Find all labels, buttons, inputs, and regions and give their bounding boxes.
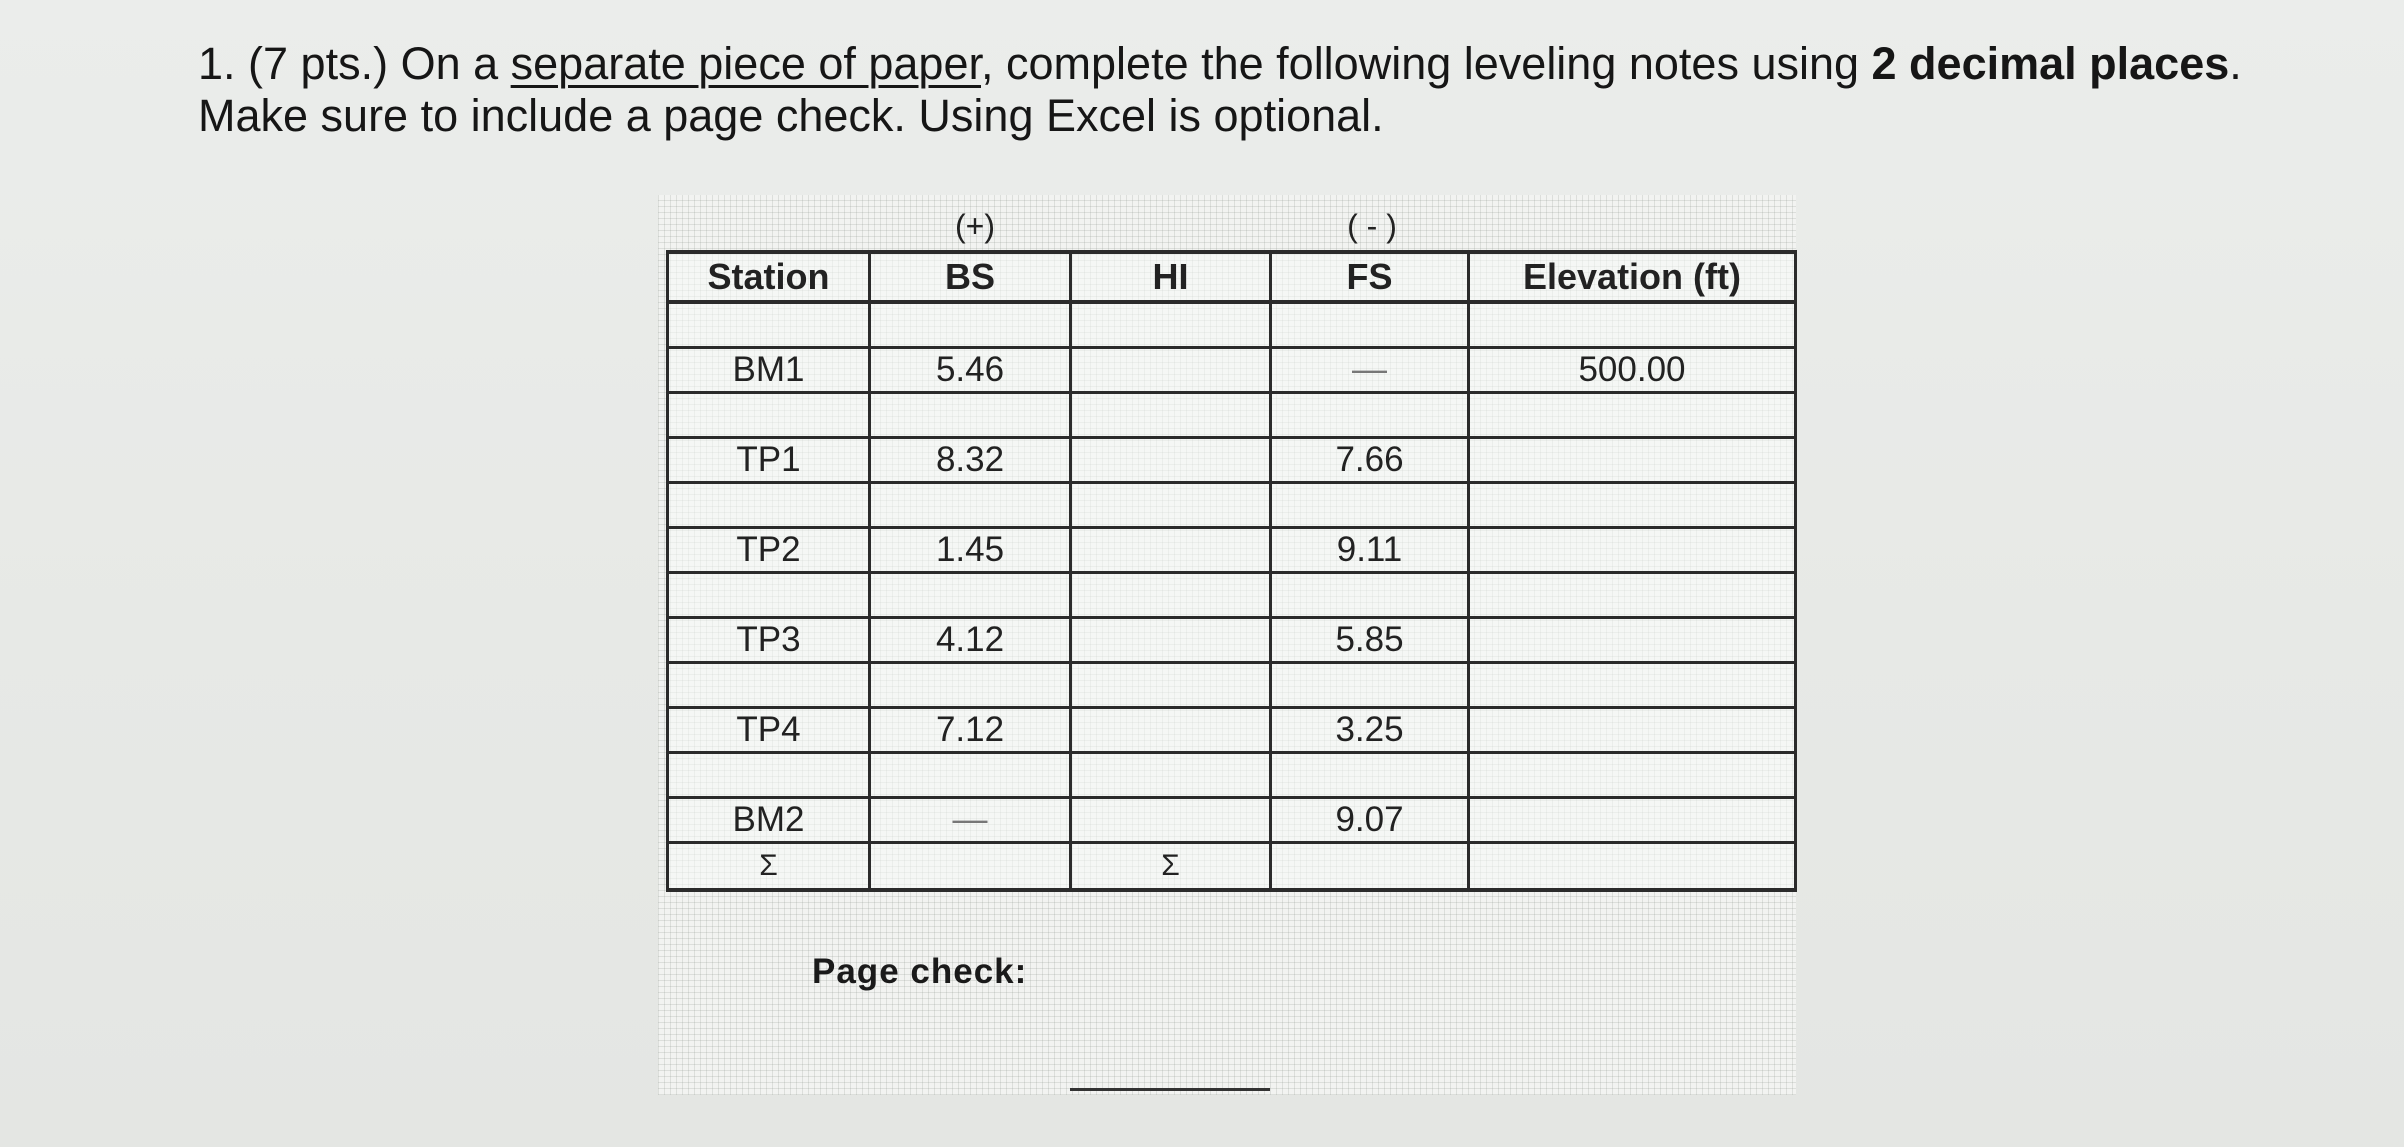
hi-cell bbox=[1071, 708, 1271, 753]
hi-cell bbox=[1071, 438, 1271, 483]
header-row bbox=[668, 252, 1796, 302]
sum-station-symbol: Σ bbox=[668, 843, 870, 891]
spacer-row bbox=[668, 663, 1796, 708]
spacer-row bbox=[668, 753, 1796, 798]
bs-cell: 1.45 bbox=[870, 528, 1071, 573]
problem-end: . Make sure to include a page check. Using Excel is optional. bbox=[198, 38, 2242, 141]
table-row bbox=[668, 708, 1796, 753]
page-check-underline bbox=[1070, 1088, 1270, 1091]
header-fs: FS bbox=[1271, 252, 1469, 302]
fs-cell: 9.07 bbox=[1271, 798, 1469, 843]
elevation-cell bbox=[1469, 528, 1796, 573]
problem-middle: , complete the following leveling notes using bbox=[981, 38, 1872, 89]
table-row bbox=[668, 798, 1796, 843]
fs-cell: 5.85 bbox=[1271, 618, 1469, 663]
sum-hi-symbol: Σ bbox=[1071, 843, 1271, 891]
bs-cell: 5.46 bbox=[870, 348, 1071, 393]
station-cell: TP3 bbox=[668, 618, 870, 663]
sum-row bbox=[668, 843, 1796, 891]
header-station: Station bbox=[668, 252, 870, 302]
table-row bbox=[668, 528, 1796, 573]
problem-bold-text: 2 decimal places bbox=[1871, 38, 2230, 89]
hi-cell bbox=[1071, 348, 1271, 393]
page-check-label: Page check: bbox=[812, 952, 1028, 991]
hi-cell bbox=[1071, 798, 1271, 843]
table-row bbox=[668, 618, 1796, 663]
station-cell: BM2 bbox=[668, 798, 870, 843]
bs-cell: 4.12 bbox=[870, 618, 1071, 663]
elevation-cell bbox=[1469, 438, 1796, 483]
fs-cell: 7.66 bbox=[1271, 438, 1469, 483]
hi-cell bbox=[1071, 618, 1271, 663]
leveling-notes-table bbox=[666, 250, 1797, 892]
plus-sign-label: (+) bbox=[955, 208, 995, 244]
fs-cell: 3.25 bbox=[1271, 708, 1469, 753]
fs-cell: — bbox=[1271, 348, 1469, 393]
hi-cell bbox=[1071, 528, 1271, 573]
sum-elevation-cell bbox=[1469, 843, 1796, 891]
spacer-row bbox=[668, 302, 1796, 348]
sum-fs-cell bbox=[1271, 843, 1469, 891]
bs-cell: 7.12 bbox=[870, 708, 1071, 753]
sum-bs-cell bbox=[870, 843, 1071, 891]
elevation-cell: 500.00 bbox=[1469, 348, 1796, 393]
fs-cell: 9.11 bbox=[1271, 528, 1469, 573]
problem-intro: 1. (7 pts.) On a bbox=[198, 38, 511, 89]
table-row bbox=[668, 438, 1796, 483]
spacer-row bbox=[668, 573, 1796, 618]
header-elevation: Elevation (ft) bbox=[1469, 252, 1796, 302]
elevation-cell bbox=[1469, 798, 1796, 843]
elevation-cell bbox=[1469, 618, 1796, 663]
station-cell: TP1 bbox=[668, 438, 870, 483]
bs-cell: 8.32 bbox=[870, 438, 1071, 483]
station-cell: TP2 bbox=[668, 528, 870, 573]
station-cell: TP4 bbox=[668, 708, 870, 753]
problem-underlined-text: separate piece of paper bbox=[510, 38, 981, 89]
minus-sign-label: ( - ) bbox=[1347, 208, 1397, 244]
spacer-row bbox=[668, 393, 1796, 438]
elevation-cell bbox=[1469, 708, 1796, 753]
problem-statement bbox=[198, 38, 2248, 142]
spacer-row bbox=[668, 483, 1796, 528]
bs-cell: — bbox=[870, 798, 1071, 843]
header-bs: BS bbox=[870, 252, 1071, 302]
station-cell: BM1 bbox=[668, 348, 870, 393]
header-hi: HI bbox=[1071, 252, 1271, 302]
table-row bbox=[668, 348, 1796, 393]
